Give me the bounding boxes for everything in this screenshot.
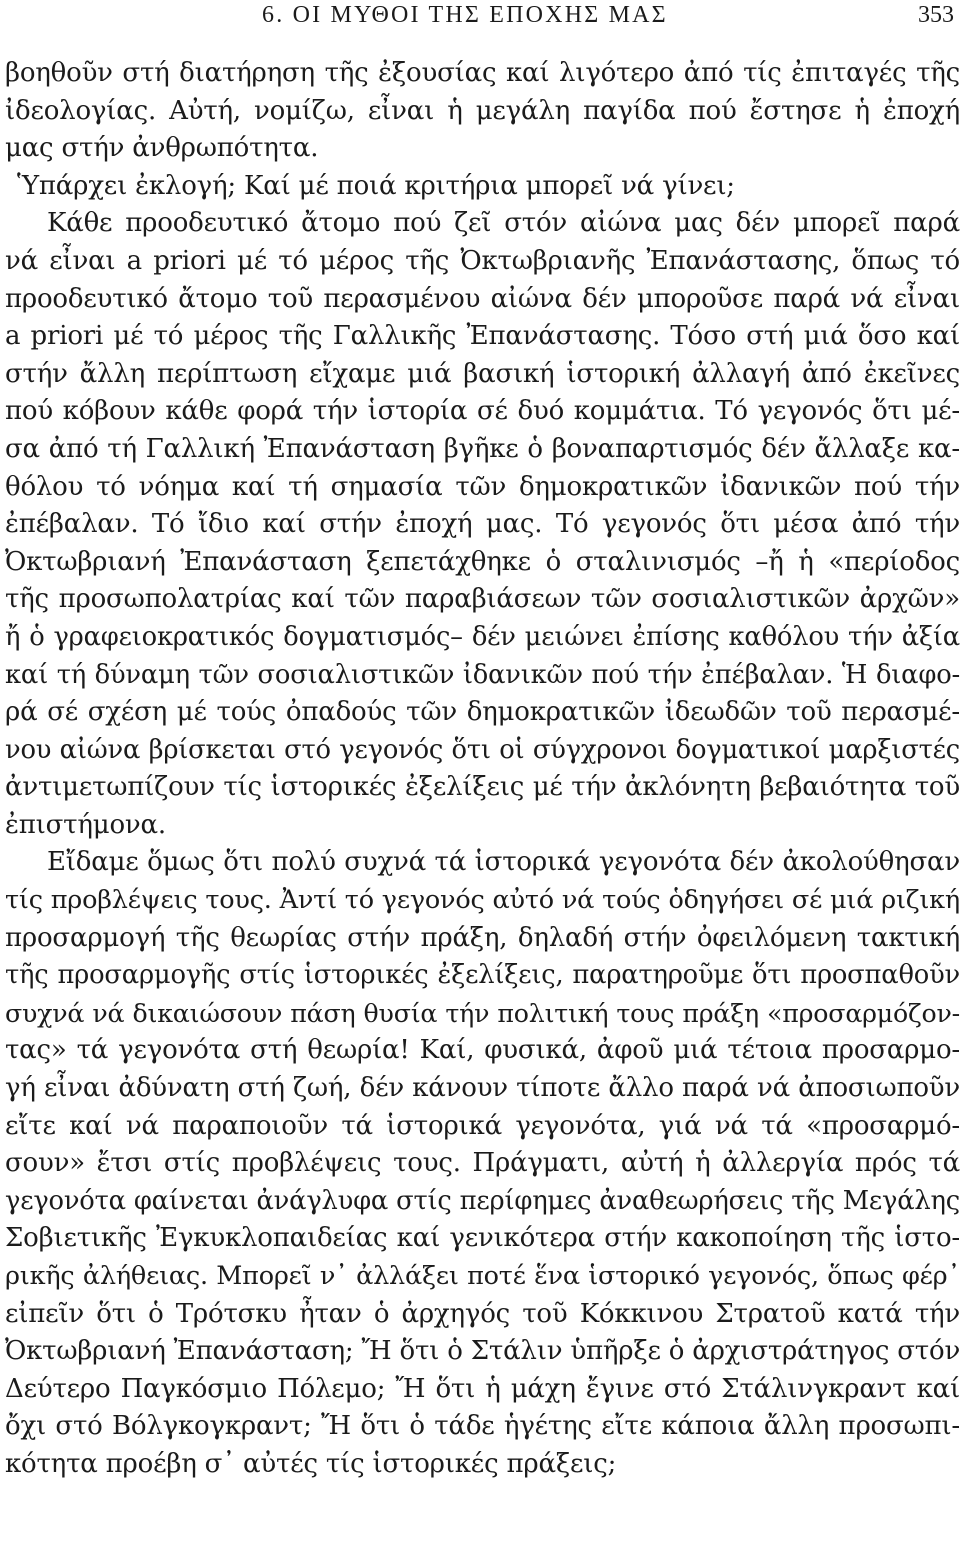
text-line: ρά σέ σχέση μέ τούς ὀπαδούς τῶν δημοκρατικῶν ἰδεωδῶν τοῦ περασμέ-	[5, 697, 960, 728]
text-line: Δεύτερο Παγκόσμιο Πόλεμο; Ἤ ὅτι ἡ μάχη ἔγινε στό Στάλινγκραντ καί	[5, 1373, 960, 1404]
text-line: βοηθοῦν στή διατήρηση τῆς ἐξουσίας καί λιγότερο ἀπό τίς ἐπιταγές τῆς	[5, 58, 960, 88]
text-line: τῆς προσαρμογῆς στίς ἱστορικές ἐξελίξεις, παρατηροῦμε ὅτι προσπαθοῦν	[5, 960, 960, 991]
text-line: ἰδεολογίας. Αὐτή, νομίζω, εἶναι ἡ μεγάλη παγίδα πού ἔστησε ἡ ἐποχή	[5, 95, 960, 126]
text-line: προσαρμογή τῆς θεωρίας στήν πράξη, δηλαδή στήν ὀφειλόμενη τακτική	[5, 922, 960, 953]
text-line: a priori μέ τό μέρος τῆς Γαλλικῆς Ἐπανάστασης. Τόσο στή μιά ὅσο καί	[5, 321, 960, 352]
text-line: ἐπέβαλαν. Τό ἴδιο καί στήν ἐποχή μας. Τό γεγονός ὅτι μέσα ἀπό τήν	[5, 509, 960, 540]
text-line: σουν» ἔτσι στίς προβλέψεις τους. Πράγματι, αὐτή ἡ ἀλλεργία πρός τά	[5, 1148, 960, 1179]
text-line: ἤ ὁ γραφειοκρατικός δογματισμός– δέν μειώνει ἐπίσης καθόλου τήν ἀξία	[5, 621, 960, 652]
body-text	[5, 55, 960, 1484]
text-line: Σοβιετικῆς Ἐγκυκλοπαιδείας καί γενικότερα στήν κακοποίηση τῆς ἱστο-	[5, 1223, 960, 1254]
running-head: 6. ΟΙ ΜΥΘΟΙ ΤΗΣ ΕΠΟΧΗΣ ΜΑΣ	[262, 2, 668, 28]
text-line: Ὀκτωβριανή Ἐπανάσταση; Ἤ ὅτι ὁ Στάλιν ὑπῆρξε ὁ ἀρχιστράτηγος στόν	[5, 1336, 960, 1367]
page-number: 353	[918, 2, 954, 28]
text-line: τίς προβλέψεις τους. Ἀντί τό γεγονός αὐτό νά τούς ὁδηγήσει σέ μιά ριζική	[5, 885, 960, 916]
text-line: τῆς προσωπολατρίας καί τῶν παραβιάσεων τῶν σοσιαλιστικῶν ἀρχῶν»	[5, 584, 960, 615]
text-line: θόλου τό νόημα καί τή σημασία τῶν δημοκρατικῶν ἰδανικῶν πού τήν	[5, 471, 960, 502]
text-line: συχνά νά δικαιώσουν πάση θυσία τήν πολιτική τους πράξη «προσαρμόζον-	[5, 998, 960, 1028]
text-line: ἀντιμετωπίζουν τίς ἱστορικές ἐξελίξεις μέ τήν ἀκλόνητη βεβαιότητα τοῦ	[5, 772, 960, 803]
text-line: στήν ἄλλη περίπτωση εἴχαμε μιά βασική ἱστορική ἀλλαγή ἀπό ἐκεῖνες	[5, 358, 960, 389]
text-line: πού κόβουν κάθε φορά τήν ἱστορία σέ δυό κομμάτια. Τό γεγονός ὅτι μέ-	[5, 396, 960, 427]
text-line: μας στήν ἀνθρωπότητα.	[5, 133, 319, 164]
text-line: τας» τά γεγονότα στή θεωρία! Καί, φυσικά, ἀφοῦ μιά τέτοια προσαρμο-	[5, 1035, 960, 1066]
text-line: καί τή δύναμη τῶν σοσιαλιστικῶν ἰδανικῶν πού τήν ἐπέβαλαν. Ἡ διαφο-	[5, 659, 960, 690]
text-line: Ὑπάρχει ἐκλογή; Καί μέ ποιά κριτήρια μπορεῖ νά γίνει;	[17, 170, 735, 201]
text-line: κότητα προέβη σ᾿ αὐτές τίς ἱστορικές πράξεις;	[5, 1448, 617, 1479]
text-line: σα ἀπό τή Γαλλική Ἐπανάσταση βγῆκε ὁ βοναπαρτισμός δέν ἄλλαξε κα-	[5, 433, 960, 464]
text-line: Ὀκτωβριανή Ἐπανάσταση ξεπετάχθηκε ὁ σταλινισμός –ἤ ἡ «περίοδος	[5, 546, 960, 577]
text-line: Εἴδαμε ὅμως ὅτι πολύ συχνά τά ἱστορικά γεγονότα δέν ἀκολούθησαν	[47, 847, 960, 878]
text-line: Κάθε προοδευτικό ἄτομο πού ζεῖ στόν αἰώνα μας δέν μπορεῖ παρά	[47, 208, 960, 239]
text-line: γή εἶναι ἀδύνατη στή ζωή, δέν κάνουν τίποτε ἄλλο παρά νά ἀποσιωποῦν	[5, 1073, 960, 1104]
text-line: προοδευτικό ἄτομο τοῦ περασμένου αἰώνα δέν μποροῦσε παρά νά εἶναι	[5, 283, 960, 314]
text-line: νου αἰώνα βρίσκεται στό γεγονός ὅτι οἱ σύγχρονοι δογματικοί μαρξιστές	[5, 734, 960, 765]
text-line: νά εἶναι a priori μέ τό μέρος τῆς Ὀκτωβριανῆς Ἐπανάστασης, ὅπως τό	[5, 245, 960, 276]
text-line: ρικῆς ἀλήθειας. Μπορεῖ ν᾿ ἀλλάξει ποτέ ἕνα ἱστορικό γεγονός, ὅπως φέρ᾿	[5, 1261, 960, 1291]
text-line: εἴτε καί νά παραποιοῦν τά ἱστορικά γεγονότα, γιά νά τά «προσαρμό-	[5, 1110, 960, 1141]
text-line: ὄχι στό Βόλγκογκραντ; Ἤ ὅτι ὁ τάδε ἡγέτης εἴτε κάποια ἄλλη προσωπι-	[5, 1411, 960, 1442]
page-header	[0, 0, 960, 36]
text-line: ἐπιστήμονα.	[5, 809, 166, 840]
text-line: εἰπεῖν ὅτι ὁ Τρότσκυ ἦταν ὁ ἀρχηγός τοῦ Κόκκινου Στρατοῦ κατά τήν	[5, 1298, 960, 1329]
text-line: γεγονότα φαίνεται ἀνάγλυφα στίς περίφημες ἀναθεωρήσεις τῆς Μεγάλης	[5, 1185, 960, 1216]
